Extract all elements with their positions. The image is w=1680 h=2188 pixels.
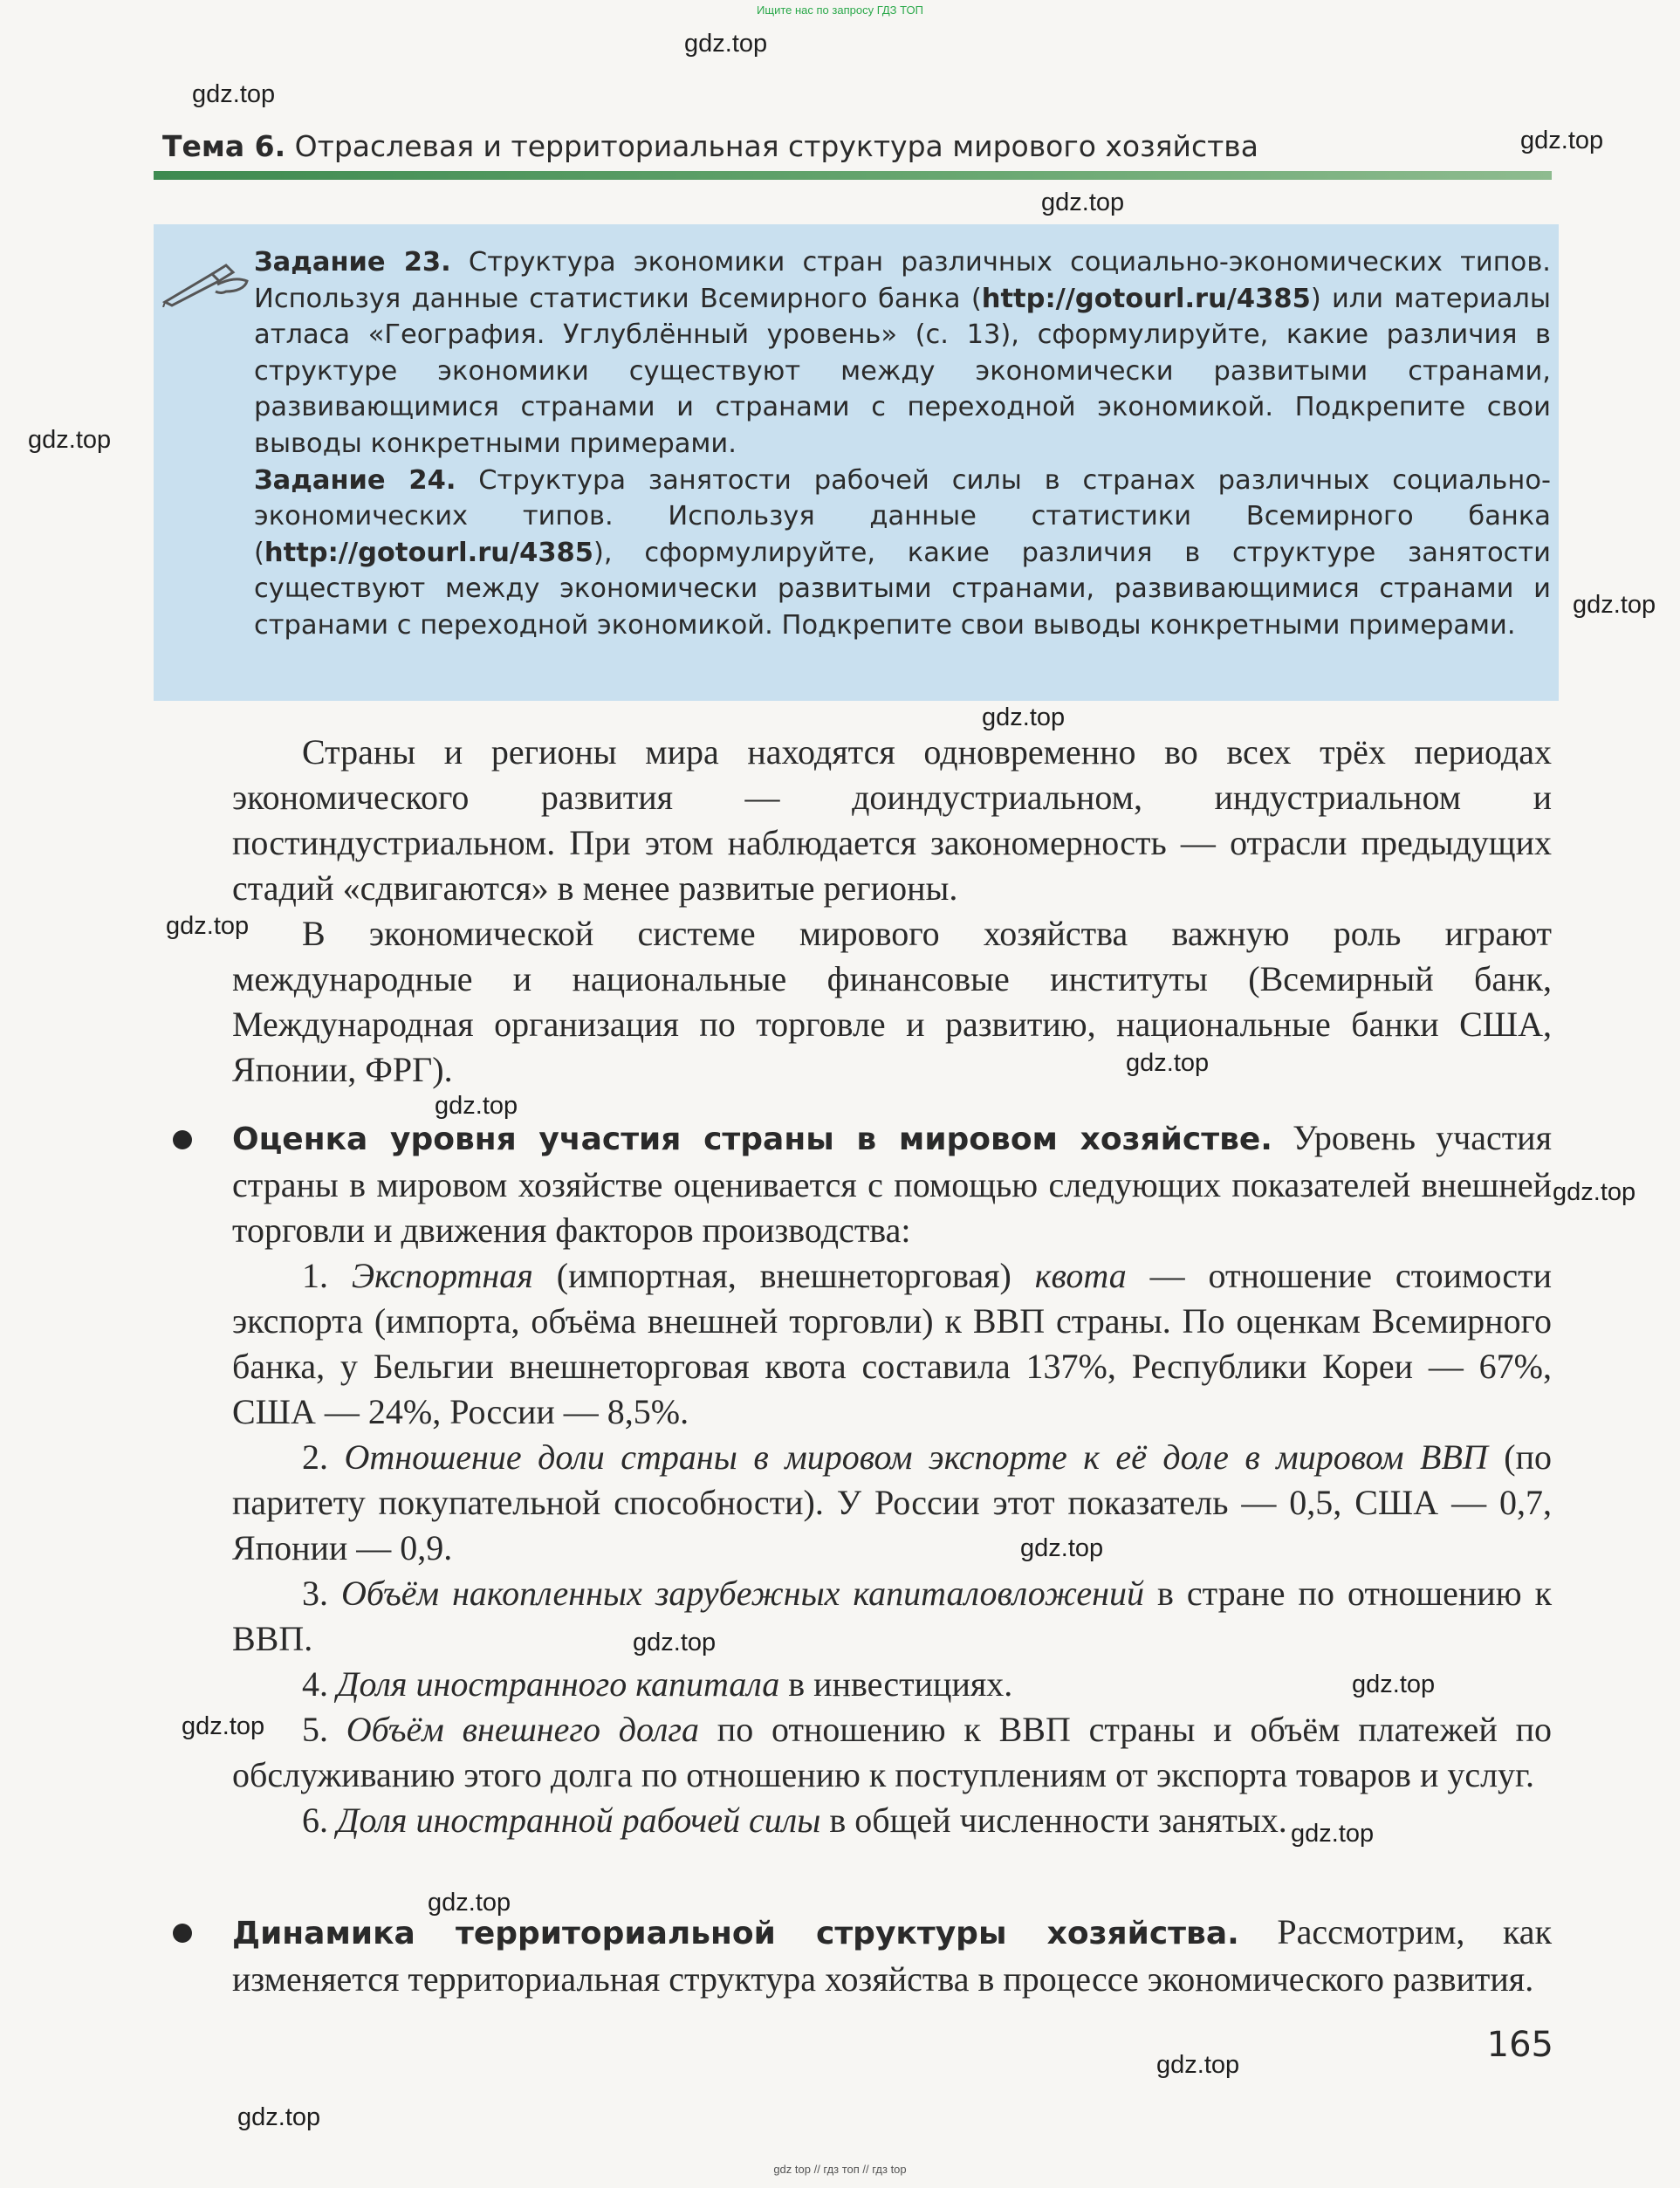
page-number: 165 xyxy=(1486,2025,1553,2065)
section-dynamics xyxy=(232,1910,1552,2002)
watermark: gdz.top xyxy=(1352,1670,1436,1698)
item-text: (по паритету покупательной способности). У России этот показатель — 0,5, США — 0,7, Японии — 0,9. xyxy=(232,1437,1552,1567)
watermark: gdz.top xyxy=(982,703,1066,731)
list-item xyxy=(232,1662,1552,1707)
task-label: Задание 24. xyxy=(254,464,456,496)
item-text: — отношение стоимости экспорта (импорта, объёма внешней торговли) к ВВП страны. По оценкам Всемирного банка, у Бельгии внешнеторговая квота составила 137%, Республики Кореи — 67%, США — 24%, России — 8,5%. xyxy=(232,1256,1552,1431)
section-intro-text: Уровень участия страны в мировом хозяйстве оценивается с помощью следующих показателей внешней торговли и движения факторов производства: xyxy=(232,1118,1552,1250)
item-number: 2. xyxy=(302,1437,328,1477)
section-intro xyxy=(232,1910,1552,2002)
paragraph: Страны и регионы мира находятся одновременно во всех трёх периодах экономического развития — доиндустриальном, индустриальном и постиндустриальном. При этом наблюдается закономерность — отрасли предыдущих стадий «сдвигаются» в менее развитые регионы. xyxy=(232,732,1552,908)
item-number: 1. xyxy=(302,1256,328,1295)
list-item xyxy=(232,1253,1552,1435)
item-number: 4. xyxy=(302,1664,328,1704)
watermark: gdz.top xyxy=(1020,1534,1104,1562)
paragraph: В экономической системе мирового хозяйства важную роль играют международные и национальные финансовые институты (Всемирный банк, Международная организация по торговле и развитию, национальные банки США, Японии, ФРГ). xyxy=(232,914,1552,1089)
task-text-part: ) или материалы атласа «География. Углублённый уровень» (с. 13), сформулируйте, какие различия в структуре экономики существуют между экономически развитыми странами, развивающимися странами и странами с переходной экономикой. Подкрепите свои выводы конкретными примерами. xyxy=(254,283,1552,459)
watermark: gdz.top xyxy=(28,426,112,454)
task-link[interactable]: http://gotourl.ru/4385 xyxy=(981,283,1311,314)
item-text: в стране по отношению к ВВП. xyxy=(232,1574,1553,1658)
item-term: Объём накопленных зарубежных капиталовложений xyxy=(341,1574,1145,1613)
watermark: gdz.top xyxy=(1553,1178,1636,1206)
watermark: gdz.top xyxy=(1573,591,1656,619)
topic-label: Тема 6. xyxy=(162,129,286,163)
watermark: gdz.top xyxy=(1520,127,1604,154)
list-item xyxy=(232,1707,1552,1798)
watermark: gdz.top xyxy=(1156,2051,1240,2079)
bottom-note: gdz top // гдз топ // гдз top xyxy=(773,2163,907,2176)
watermark: gdz.top xyxy=(166,912,250,940)
header-divider xyxy=(154,171,1552,180)
item-term: Доля иностранной рабочей силы xyxy=(337,1800,821,1840)
item-term: Доля иностранного капитала xyxy=(337,1664,780,1704)
task-23 xyxy=(254,244,1551,463)
item-number: 6. xyxy=(302,1800,328,1840)
item-term: квота xyxy=(1034,1256,1127,1295)
item-term: Отношение доли страны в мировом экспорте к её доле в мировом ВВП xyxy=(344,1437,1488,1477)
item-term: Экспортная xyxy=(351,1256,533,1295)
task-text-part: ), сформулируйте, какие различия в структуре занятости существуют между экономически развитыми странами, развивающимися странами и странами с переходной экономикой. Подкрепите свои выводы конкретными примерами. xyxy=(254,537,1551,641)
task-link[interactable]: http://gotourl.ru/4385 xyxy=(264,537,593,568)
watermark: gdz.top xyxy=(1041,189,1125,216)
item-text: в инвестициях. xyxy=(779,1664,1013,1704)
watermark: gdz.top xyxy=(435,1092,518,1120)
item-number: 3. xyxy=(302,1574,328,1613)
topic-header xyxy=(162,129,1552,163)
item-text: в общей численности занятых. xyxy=(820,1800,1287,1840)
section-intro-text: Рассмотрим, как изменяется территориальная структура хозяйства в процессе экономического развития. xyxy=(232,1912,1552,1999)
bullet-icon xyxy=(173,1924,192,1943)
watermark: gdz.top xyxy=(428,1889,511,1917)
task-24 xyxy=(254,463,1551,644)
bullet-icon xyxy=(173,1130,192,1149)
watermark: gdz.top xyxy=(182,1712,265,1740)
watermark: gdz.top xyxy=(237,2103,321,2131)
watermark: gdz.top xyxy=(1291,1820,1375,1848)
item-text: (импортная, внешнеторговая) xyxy=(532,1256,1035,1295)
task-text-part: Структура занятости рабочей силы в странах различных социально-экономических типов. Используя данные статистики Всемирного банка ( xyxy=(254,464,1551,568)
task-label: Задание 23. xyxy=(254,247,451,278)
item-term: Объём внешнего долга xyxy=(346,1710,700,1749)
section-participation xyxy=(232,1115,1552,1843)
section-intro xyxy=(232,1115,1552,1253)
top-note: Ищите нас по запросу ГДЗ ТОП xyxy=(757,3,923,17)
watermark: gdz.top xyxy=(633,1629,717,1656)
list-item xyxy=(232,1571,1552,1662)
item-text: по отношению к ВВП страны и объём платежей по обслуживанию этого долга по отношению к поступлениям от экспорта товаров и услуг. xyxy=(232,1710,1552,1794)
item-number: 5. xyxy=(302,1710,328,1749)
section-heading: Динамика территориальной структуры хозяйства. xyxy=(232,1916,1239,1951)
watermark: gdz.top xyxy=(1126,1049,1210,1077)
pen-hand-icon xyxy=(161,255,252,307)
section-heading: Оценка уровня участия страны в мировом хозяйстве. xyxy=(232,1121,1272,1157)
body-paragraphs xyxy=(232,730,1552,1093)
topic-title: Отраслевая и территориальная структура мирового хозяйства xyxy=(294,129,1258,163)
task-text-part: Структура экономики стран различных социально-экономических типов. Используя данные статистики Всемирного банка ( xyxy=(254,247,1552,314)
list-item xyxy=(232,1798,1552,1843)
watermark: gdz.top xyxy=(192,80,276,108)
list-item xyxy=(232,1435,1552,1571)
task-text xyxy=(254,244,1551,644)
watermark: gdz.top xyxy=(684,30,768,58)
